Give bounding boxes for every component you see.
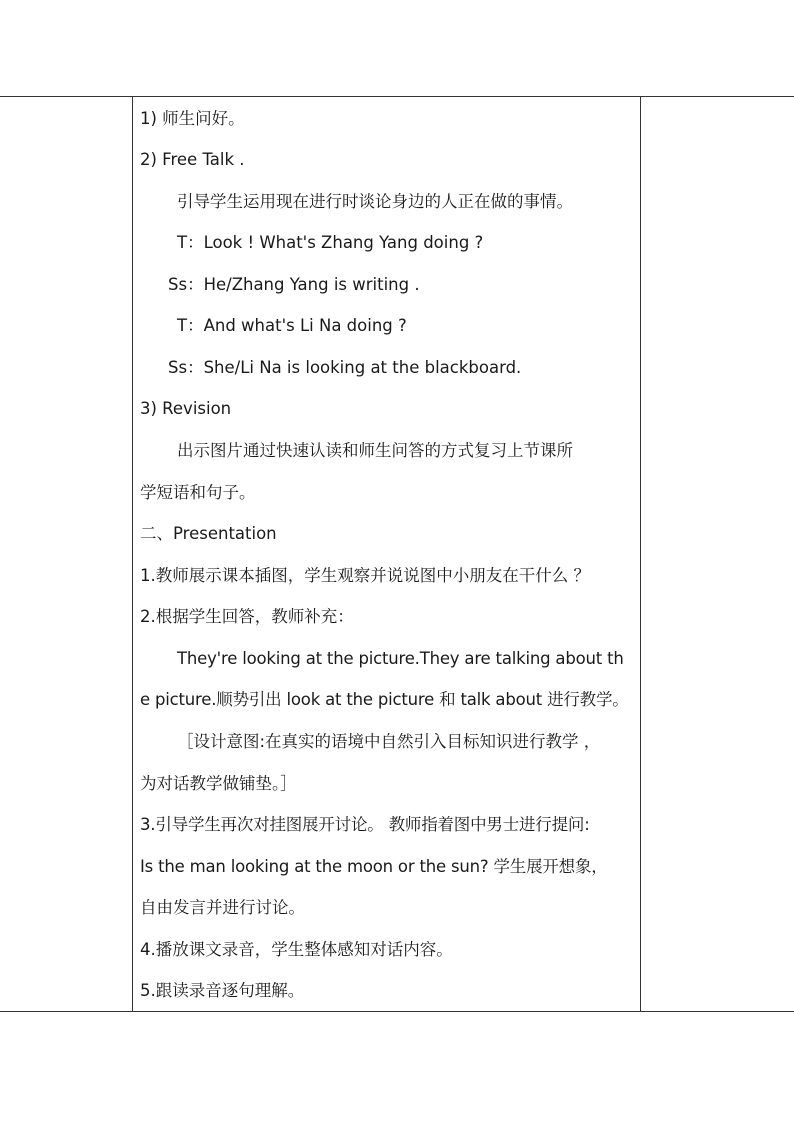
text-line-14: They're looking at the picture.They are talking about th <box>177 649 624 668</box>
text-line-1: 1) 师生问好。 <box>140 109 245 128</box>
text-line-5: Ss：He/Zhang Yang is writing . <box>168 275 420 294</box>
text-line-10: 学短语和句子。 <box>140 483 256 502</box>
text-line-13: 2.根据学生回答，教师补充： <box>140 607 354 626</box>
text-line-9: 出示图片通过快速认读和师生问答的方式复习上节课所 <box>177 441 573 460</box>
text-line-17: 为对话教学做铺垫。］ <box>140 774 297 793</box>
text-line-18: 3.引导学生再次对挂图展开讨论。 教师指着图中男士进行提问: <box>140 815 590 834</box>
text-line-21: 4.播放课文录音，学生整体感知对话内容。 <box>140 940 453 959</box>
text-line-8: 3) Revision <box>140 399 232 418</box>
text-line-15: e picture.顺势引出 look at the picture 和 talk about 进行教学。 <box>140 690 629 709</box>
text-line-2: 2) Free Talk . <box>140 150 245 169</box>
text-line-16: ［设计意图:在真实的语境中自然引入目标知识进行教学 ， <box>177 732 601 751</box>
text-line-4: T：Look ! What's Zhang Yang doing ? <box>177 233 484 252</box>
right-empty-cell <box>641 97 794 1011</box>
left-empty-cell <box>0 97 132 1011</box>
text-line-3: 引导学生运用现在进行时谈论身边的人正在做的事情。 <box>177 192 573 211</box>
lesson-content-cell <box>133 97 640 1012</box>
text-line-7: Ss：She/Li Na is looking at the blackboard. <box>168 358 522 377</box>
text-line-22: 5.跟读录音逐句理解。 <box>140 981 305 1000</box>
text-line-19: Is the man looking at the moon or the sun? 学生展开想象， <box>140 857 608 876</box>
text-line-11: 二、Presentation <box>140 524 277 543</box>
text-line-12: 1.教师展示课本插图，学生观察并说说图中小朋友在干什么 ？ <box>140 566 590 585</box>
text-line-20: 自由发言并进行讨论。 <box>140 898 305 917</box>
text-line-6: T：And what's Li Na doing ? <box>177 316 407 335</box>
